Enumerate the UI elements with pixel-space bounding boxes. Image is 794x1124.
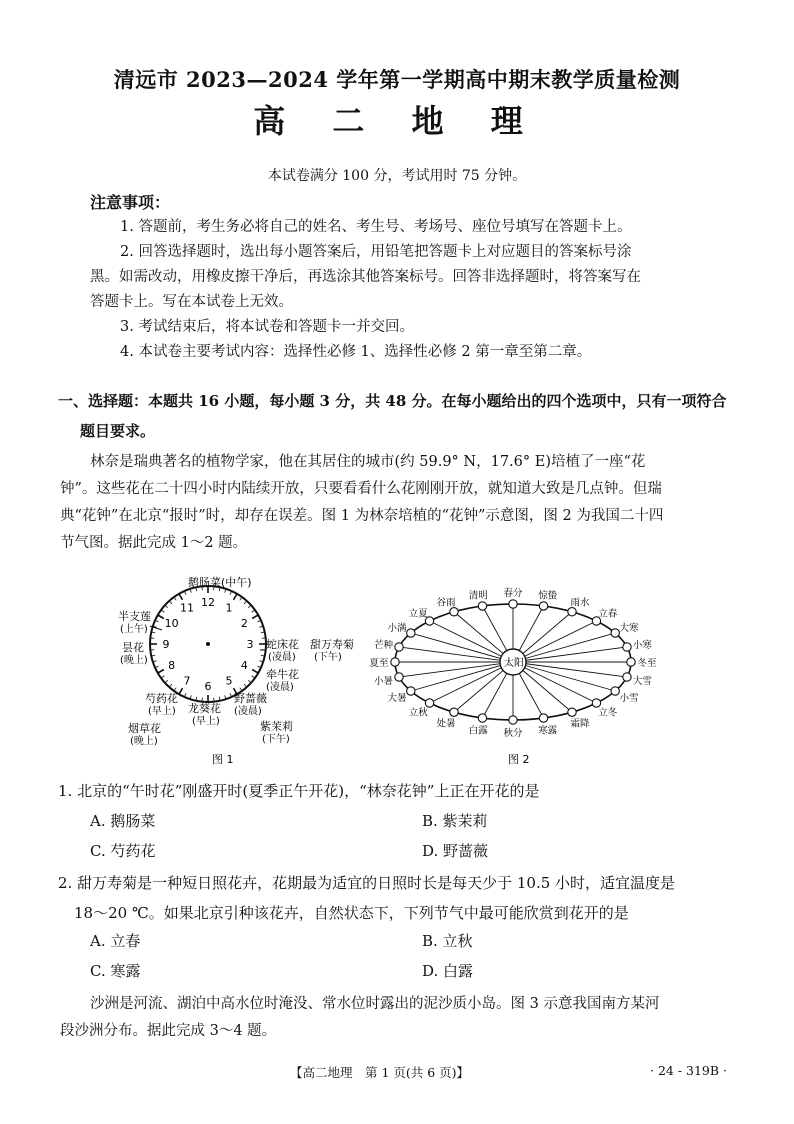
solar-terms-figure bbox=[368, 580, 692, 770]
term-label: 小暑 bbox=[374, 676, 394, 688]
notice-line-3: 黑。如需改动，用橡皮擦干净后，再选涂其他答案标号。回答非选择题时，将答案写在 bbox=[90, 269, 641, 285]
term-point bbox=[450, 608, 458, 616]
term-spoke bbox=[513, 647, 627, 662]
flower-time-5: (凌晨) bbox=[268, 652, 296, 663]
figure2-caption: 图 2 bbox=[508, 753, 530, 766]
flower-name-5: 蛇床花 bbox=[266, 638, 299, 651]
term-label: 秋分 bbox=[503, 728, 523, 739]
clock-hour-8: 8 bbox=[168, 659, 176, 672]
clock-hour-9: 9 bbox=[162, 638, 170, 651]
term-point bbox=[407, 629, 415, 637]
term-label: 白露 bbox=[468, 725, 488, 737]
notice-line-4: 答题卡上。写在本试卷上无效。 bbox=[90, 294, 293, 310]
term-label: 立冬 bbox=[598, 707, 618, 719]
term-label: 夏至 bbox=[369, 658, 389, 669]
clock-tick bbox=[161, 610, 164, 612]
question-2-option-b: B. 立秋 bbox=[422, 932, 473, 950]
clock-hour-10: 10 bbox=[164, 617, 179, 630]
clock-tick bbox=[252, 676, 255, 678]
term-label: 清明 bbox=[468, 590, 488, 602]
clock-tick bbox=[240, 688, 242, 691]
term-point bbox=[450, 708, 458, 716]
flower-name-1: 昙花 bbox=[122, 641, 144, 654]
clock-hour-3: 3 bbox=[246, 638, 254, 651]
sun-label: 太阳 bbox=[504, 658, 524, 669]
clock-tick bbox=[169, 684, 172, 687]
flower-name-3: 烟草花 bbox=[128, 722, 161, 735]
clock-tick bbox=[174, 688, 176, 691]
clock-tick bbox=[244, 601, 247, 604]
intro1-line-4: 节气图。据此完成 1～2 题。 bbox=[60, 535, 248, 551]
term-label: 处暑 bbox=[436, 718, 456, 730]
clock-tick bbox=[252, 670, 258, 674]
question-1-option-b: B. 紫茉莉 bbox=[422, 812, 488, 830]
clock-tick bbox=[161, 676, 164, 678]
clock-tick bbox=[179, 594, 183, 600]
term-label: 谷雨 bbox=[436, 597, 456, 609]
term-label: 立春 bbox=[598, 608, 618, 620]
term-label: 芒种 bbox=[374, 639, 394, 651]
score-note: 本试卷满分 100 分，考试用时 75 分钟。 bbox=[267, 168, 527, 184]
intro1-line-2: 钟”。这些花在二十四小时内陆续开放，只要看看什么花刚刚开放，就知道大致是几点钟。但瑞 bbox=[60, 481, 662, 497]
term-label: 立秋 bbox=[408, 707, 428, 719]
question-1-option-a: A. 鹅肠菜 bbox=[90, 812, 156, 830]
notice-line-1: 1. 答题前，考生务必将自己的姓名、考生号、考场号、座位号填写在答题卡上。 bbox=[120, 219, 632, 235]
clock-tick bbox=[234, 594, 238, 600]
term-point bbox=[395, 673, 403, 681]
paper-code: · 24 - 319B · bbox=[650, 1063, 728, 1078]
term-point bbox=[611, 687, 619, 695]
clock-tick bbox=[244, 684, 247, 687]
intro2-line-2: 段沙洲分布。据此完成 3～4 题。 bbox=[60, 1023, 277, 1039]
clock-tick bbox=[248, 680, 251, 683]
clock-hour-6: 6 bbox=[204, 680, 212, 693]
clock-tick bbox=[165, 605, 168, 608]
clock-tick bbox=[179, 688, 183, 694]
intro2-line-1: 沙洲是河流、湖泊中高水位时淹没、常水位时露出的泥沙质小岛。图 3 示意我国南方某河 bbox=[90, 996, 660, 1012]
term-point bbox=[539, 714, 547, 722]
notice-heading: 注意事项： bbox=[90, 193, 171, 212]
term-point bbox=[391, 658, 399, 666]
clock-hour-2: 2 bbox=[240, 617, 248, 630]
question-2-stem-line2: 18～20 ℃。如果北京引种该花卉，自然状态下，下列节气中最可能欣赏到花开的是 bbox=[74, 904, 629, 922]
clock-tick bbox=[174, 597, 176, 600]
question-2-option-d: D. 白露 bbox=[422, 962, 474, 980]
flower-time-0: (上午) bbox=[120, 624, 148, 635]
flower-name-0: 半支莲 bbox=[118, 610, 151, 623]
flower-name-4: 龙葵花 bbox=[188, 702, 221, 715]
question-2-option-a: A. 立春 bbox=[90, 932, 141, 950]
term-point bbox=[611, 629, 619, 637]
term-point bbox=[395, 643, 403, 651]
question-2-stem-line1: 2. 甜万寿菊是一种短日照花卉，花期最为适宜的日照时长是每天少于 10.5 小时，适宜温度是 bbox=[58, 874, 676, 892]
notice-line-2: 2. 回答选择题时，选出每小题答案后，用铅笔把答题卡上对应题目的答案标号涂 bbox=[120, 244, 632, 260]
exam-title: 清远市 2023—2024 学年第一学期高中期末教学质量检测 bbox=[113, 67, 681, 92]
term-point bbox=[627, 658, 635, 666]
term-point bbox=[623, 673, 631, 681]
flower-time-9: (下午) bbox=[262, 734, 290, 745]
flower-name-6: 甜万寿菊 bbox=[310, 638, 354, 651]
term-label: 立夏 bbox=[408, 608, 428, 620]
flower-time-4: (早上) bbox=[192, 716, 220, 727]
clock-tick bbox=[158, 670, 164, 674]
clock-hour-5: 5 bbox=[225, 674, 233, 688]
section-heading-line1: 一、选择题：本题共 16 小题，每小题 3 分，共 48 分。在每小题给出的四个选项中，只有一项符合 bbox=[58, 392, 727, 410]
term-point bbox=[568, 608, 576, 616]
page-footer: 【高二地理 第 1 页(共 6 页)】 bbox=[290, 1065, 470, 1080]
term-label: 小寒 bbox=[632, 639, 652, 651]
clock-hour-12: 12 bbox=[201, 596, 215, 609]
question-1-option-c: C. 芍药花 bbox=[90, 842, 156, 860]
term-label: 大暑 bbox=[387, 693, 407, 704]
term-point bbox=[539, 602, 547, 610]
question-1-option-d: D. 野蔷薇 bbox=[422, 842, 489, 860]
flower-name-7: 牵牛花 bbox=[266, 668, 299, 681]
notice-line-6: 4. 本试卷主要考试内容：选择性必修 1、选择性必修 2 第一章至第二章。 bbox=[120, 344, 592, 360]
section-heading-line2: 题目要求。 bbox=[80, 422, 156, 440]
flower-time-8: (凌晨) bbox=[234, 706, 262, 717]
term-point bbox=[478, 602, 486, 610]
clock-tick bbox=[248, 605, 251, 608]
question-1-stem: 1. 北京的“午时花”刚盛开时(夏季正午开花)，“林奈花钟”上正在开花的是 bbox=[58, 782, 540, 800]
flower-time-2: (早上) bbox=[148, 706, 176, 717]
clock-center bbox=[206, 642, 210, 646]
term-point bbox=[623, 643, 631, 651]
figure1-caption: 图 1 bbox=[212, 753, 234, 766]
notice-line-5: 3. 考试结束后，将本试卷和答题卡一并交回。 bbox=[120, 319, 414, 335]
clock-hour-1: 1 bbox=[225, 601, 233, 615]
clock-tick bbox=[240, 597, 242, 600]
term-label: 霜降 bbox=[570, 718, 590, 730]
term-spoke bbox=[399, 662, 513, 677]
flower-name-9: 紫茉莉 bbox=[260, 720, 293, 733]
term-label: 小满 bbox=[387, 623, 407, 634]
flower-label-top: 鹅肠菜(中午) bbox=[188, 576, 252, 589]
subject-title: 高 二 地 理 bbox=[253, 102, 541, 140]
term-label: 春分 bbox=[503, 588, 523, 599]
term-label: 大寒 bbox=[619, 623, 639, 634]
term-label: 冬至 bbox=[637, 658, 657, 669]
clock-hour-11: 11 bbox=[180, 601, 194, 615]
clock-hour-7: 7 bbox=[183, 674, 191, 688]
term-point bbox=[478, 714, 486, 722]
clock-tick bbox=[169, 601, 172, 604]
term-point bbox=[568, 708, 576, 716]
clock-tick bbox=[252, 610, 255, 612]
term-point bbox=[592, 699, 600, 707]
term-label: 惊蛰 bbox=[538, 590, 558, 602]
term-point bbox=[407, 687, 415, 695]
intro1-line-1: 林奈是瑞典著名的植物学家，他在其居住的城市(约 59.9° N，17.6° E)培植了一座“花 bbox=[90, 454, 646, 470]
flower-time-1: (晚上) bbox=[120, 655, 148, 666]
term-point bbox=[509, 716, 517, 724]
clock-tick bbox=[158, 615, 164, 619]
clock-tick bbox=[165, 680, 168, 683]
term-point bbox=[425, 699, 433, 707]
term-spoke bbox=[513, 662, 627, 677]
flower-name-8: 野蔷薇 bbox=[234, 692, 267, 705]
flower-clock-figure bbox=[100, 570, 360, 770]
term-label: 大雪 bbox=[632, 676, 652, 688]
flower-time-3: (晚上) bbox=[130, 736, 158, 747]
flower-time-7: (凌晨) bbox=[266, 682, 294, 693]
flower-name-2: 芍药花 bbox=[145, 692, 178, 705]
clock-tick bbox=[252, 615, 258, 619]
clock-hour-4: 4 bbox=[240, 659, 248, 672]
term-point bbox=[509, 600, 517, 608]
intro1-line-3: 典“花钟”在北京“报时”时，却存在误差。图 1 为林奈培植的“花钟”示意图，图 2 为我国二十四 bbox=[60, 508, 664, 524]
flower-time-6: (下午) bbox=[314, 652, 342, 663]
term-label: 寒露 bbox=[538, 725, 558, 737]
question-2-option-c: C. 寒露 bbox=[90, 962, 141, 980]
term-label: 雨水 bbox=[570, 597, 590, 609]
term-spoke bbox=[399, 647, 513, 662]
term-label: 小雪 bbox=[619, 693, 639, 704]
